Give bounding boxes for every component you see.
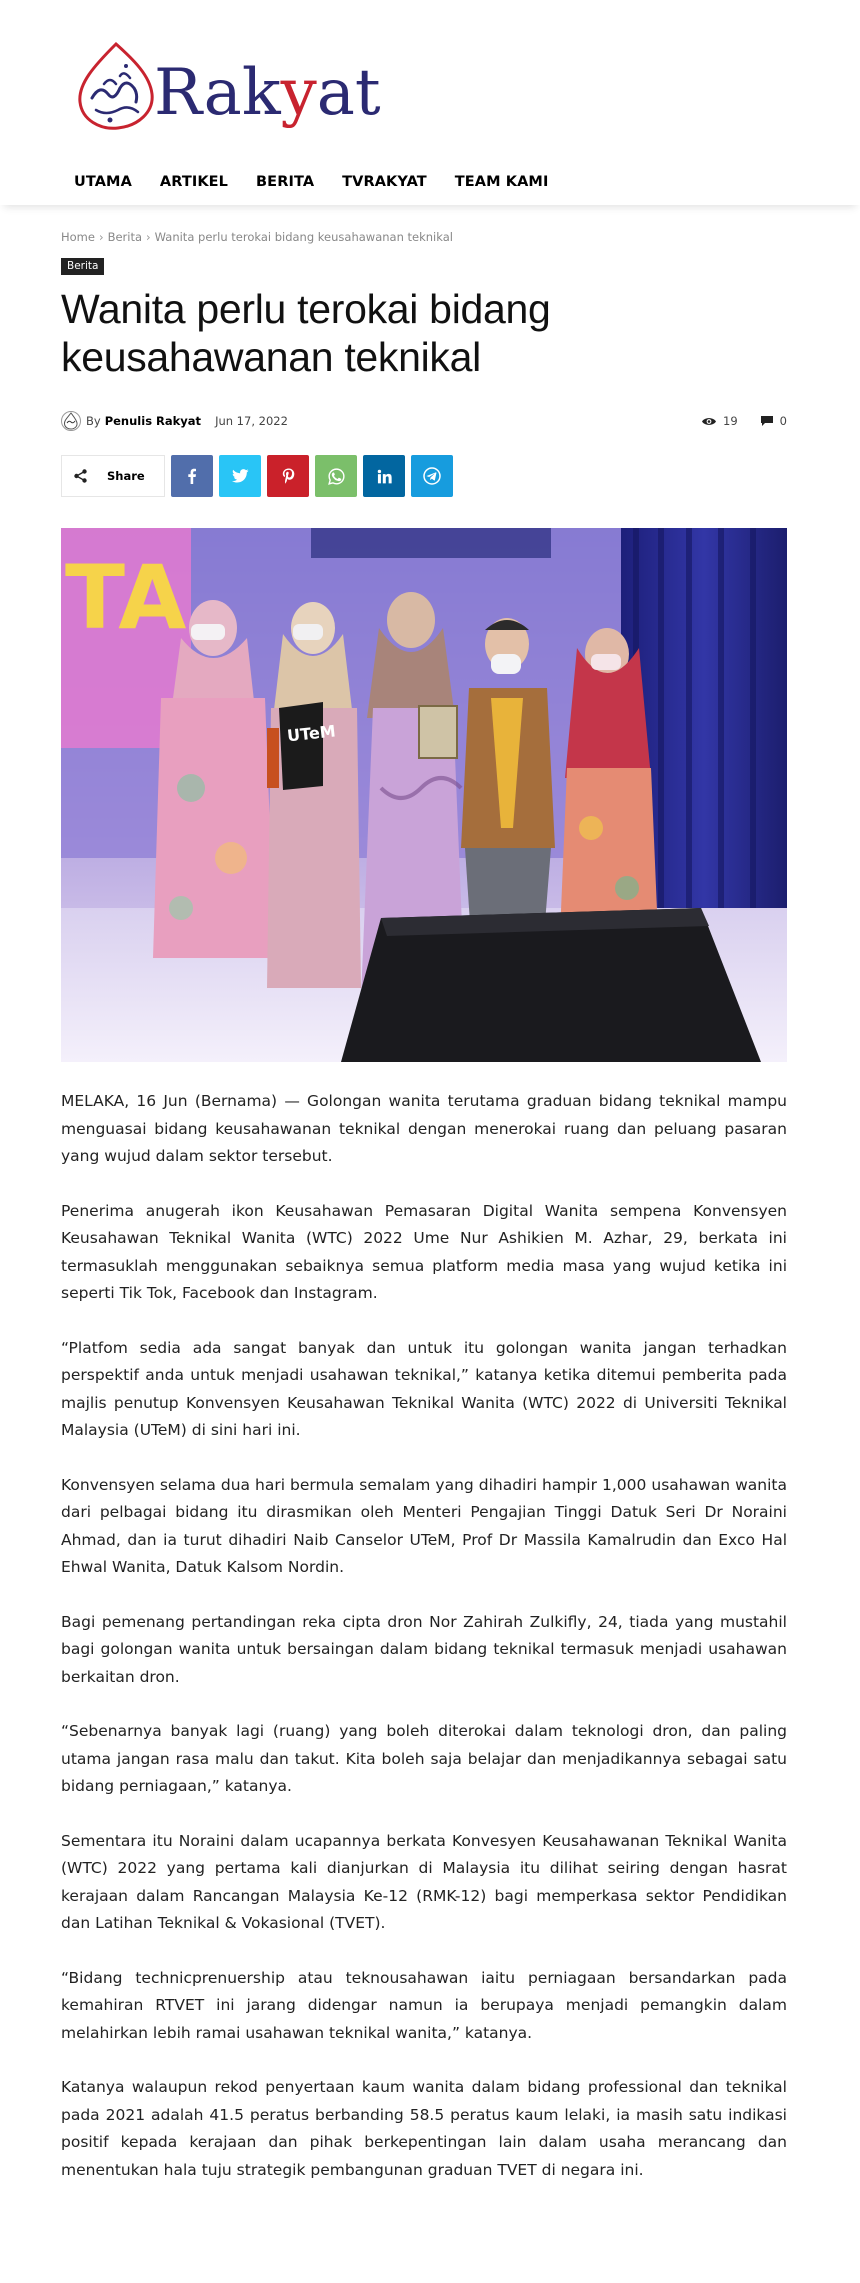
telegram-icon [423, 467, 441, 485]
whatsapp-icon [328, 468, 345, 485]
comments-count[interactable] [760, 414, 787, 428]
site-logo[interactable] [74, 36, 394, 132]
share-whatsapp-button[interactable] [315, 455, 357, 497]
twitter-icon [232, 469, 249, 483]
breadcrumb-current: Wanita perlu terokai bidang keusahawanan teknikal [154, 230, 453, 244]
banner-text: TA [65, 546, 187, 649]
site-header [0, 0, 860, 205]
share-linkedin-button[interactable] [363, 455, 405, 497]
article-paragraph: Konvensyen selama dua hari bermula semalam yang dihadiri hampir 1,000 usahawan wanita dari pelbagai bidang itu dirasmikan oleh Menteri Pengajian Tinggi Datuk Seri Dr Noraini Ahmad, dan ia turut dihadiri Naib Canselor UTeM, Prof Dr Massila Kamalrudin dan Exco Hal Ehwal Wanita, Datuk Kalsom Nordin. [61, 1475, 787, 1576]
share-facebook-button[interactable] [171, 455, 213, 497]
article-paragraph: Sementara itu Noraini dalam ucapannya berkata Konvesyen Keusahawanan Teknikal Wanita (WTC) 2022 yang pertama kali dianjurkan di Malaysia itu dilihat seiring dengan hasrat kerajaan dalam Rancangan Malaysia Ke-12 (RMK-12) bagi memperkasa sektor Pendidikan dan Latihan Teknikal & Vokasional (TVET). [61, 1831, 787, 1932]
author-name[interactable]: Penulis Rakyat [104, 414, 202, 428]
breadcrumb [61, 228, 787, 246]
author-avatar[interactable] [61, 411, 81, 431]
article-paragraph: MELAKA, 16 Jun (Bernama) — Golongan wanita terutama graduan bidang teknikal mampu menguasai bidang keusahawanan teknikal dengan menerokai ruang dan peluang pasaran yang wujud dalam sektor tersebut. [61, 1092, 787, 1165]
post-meta [61, 410, 787, 432]
share-icon [74, 469, 87, 483]
eye-icon [701, 416, 717, 427]
article-paragraph: “Platfom sedia ada sangat banyak dan untuk itu golongan wanita jangan terhadkan perspektif anda untuk menjadi usahawan teknikal,” katanya ketika ditemui pemberita pada majlis penutup Konvensyen Keusahawan Teknikal Wanita (WTC) 2022 di Universiti Teknikal Malaysia (UTeM) di sini hari ini. [61, 1338, 787, 1439]
page-title: Wanita perlu terokai bidang keusahawanan teknikal [61, 286, 551, 380]
facebook-icon [185, 468, 199, 484]
share-pinterest-button[interactable] [267, 455, 309, 497]
nav-item-team-kami[interactable]: TEAM KAMI [454, 174, 549, 190]
article-paragraph: Bagi pemenang pertandingan reka cipta dron Nor Zahirah Zulkifly, 24, tiada yang mustahil bagi golongan wanita untuk bersaingan dalam bidang teknikal termasuk menjadi usahawan berkaitan dron. [61, 1612, 787, 1686]
featured-image [61, 528, 787, 1062]
by-label: By [86, 414, 101, 428]
share-bar [61, 455, 453, 497]
nav-item-artikel[interactable]: ARTIKEL [159, 174, 229, 190]
article-paragraph: Penerima anugerah ikon Keusahawan Pemasaran Digital Wanita sempena Konvensyen Keusahawan Teknikal Wanita (WTC) 2022 Ume Nur Ashikien M. Azhar, 29, berkata ini termasuklah menggunakan sebaiknya semua platform media masa yang wujud ketika ini seperti Tik Tok, Facebook dan Instagram. [61, 1201, 787, 1302]
views-value: 19 [723, 414, 738, 428]
article-body [61, 1088, 787, 2211]
post-date: Jun 17, 2022 [215, 414, 288, 428]
views-count [701, 414, 738, 428]
main-nav [60, 160, 562, 204]
comment-icon [760, 415, 774, 427]
pinterest-icon [282, 468, 295, 484]
share-twitter-button[interactable] [219, 455, 261, 497]
linkedin-icon [377, 469, 392, 484]
breadcrumb-home[interactable]: Home [61, 230, 95, 244]
share-label: Share [107, 469, 145, 483]
share-button[interactable] [61, 455, 165, 497]
article-paragraph: “Sebenarnya banyak lagi (ruang) yang boleh diterokai dalam teknologi dron, dan paling utama jangan rasa malu dan takut. Kita boleh saja belajar dan menjadikannya sebagai satu bidang perniagaan,” katanya. [61, 1722, 787, 1795]
logo-wordmark: Rakyat [154, 56, 381, 130]
breadcrumb-separator: › [98, 230, 104, 244]
breadcrumb-berita[interactable]: Berita [107, 230, 143, 244]
comments-value: 0 [779, 414, 787, 428]
avatar-emblem-icon [62, 412, 80, 430]
nav-item-berita[interactable]: BERITA [256, 174, 315, 190]
article-content [61, 228, 787, 2179]
sign-text: UTeM [286, 721, 337, 746]
logo-graphic [74, 36, 394, 132]
share-telegram-button[interactable] [411, 455, 453, 497]
article-paragraph: “Bidang technicprenuership atau teknousahawan iaitu perniagaan bersandarkan pada kemahiran RTVET ini jarang didengar namun ia berupaya menjadi pemangkin dalam melahirkan lebih ramai usahawan teknikal wanita,” katanya. [61, 1968, 787, 2042]
event-photo [61, 528, 787, 1062]
breadcrumb-separator: › [146, 230, 151, 244]
category-badge[interactable]: Berita [61, 258, 104, 275]
nav-item-utama[interactable]: UTAMA [74, 174, 132, 190]
post-stats [701, 414, 787, 428]
nav-item-tvrakyat[interactable]: TVRAKYAT [342, 174, 427, 190]
article-paragraph: Katanya walaupun rekod penyertaan kaum wanita dalam bidang professional dan teknikal pada 2021 adalah 41.5 peratus berbanding 58.5 peratus kaum lelaki, ia masih satu indikasi positif kepada kerajaan dan pihak berkepentingan lain dalam usaha merancang dan menentukan hala tuju strategik pembangunan graduan TVET di negara ini. [61, 2078, 787, 2179]
